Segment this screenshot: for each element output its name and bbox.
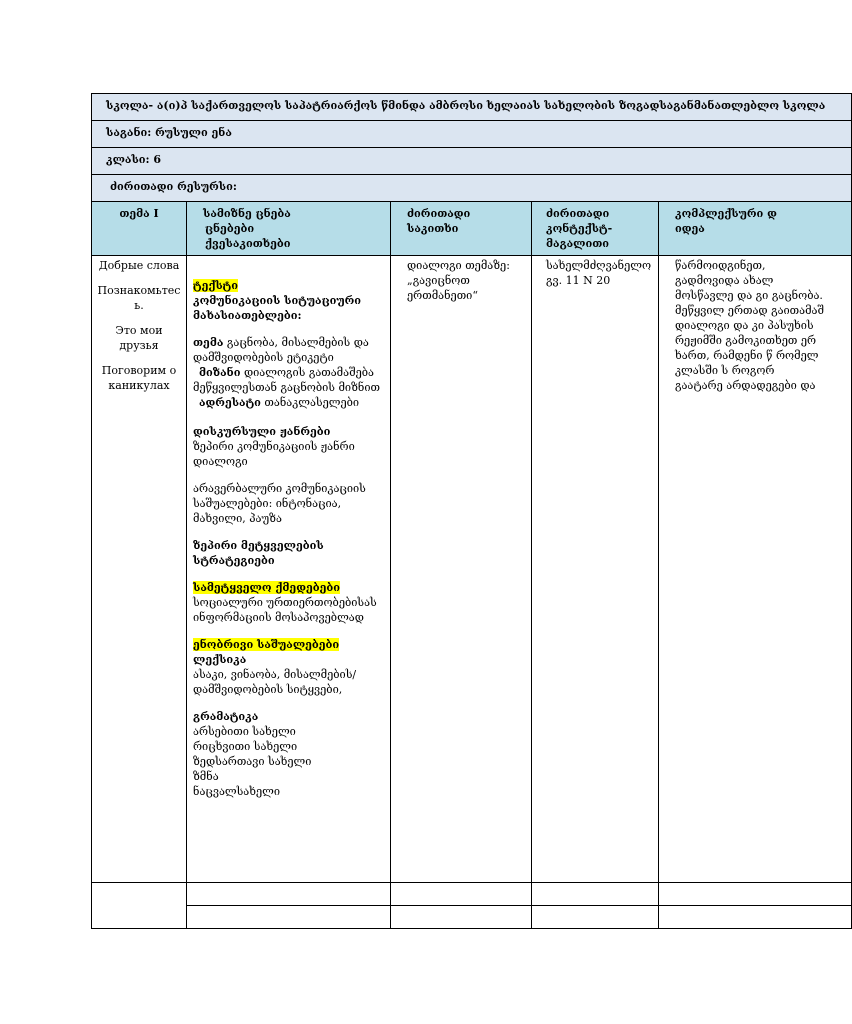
empty-row xyxy=(92,906,852,929)
strategies-title: ზეპირი მეტყველების სტრატეგიები xyxy=(193,539,324,567)
theme-item: Познакомьтесь. xyxy=(97,284,181,312)
theme-text: გაცნობა, მისალმების და დამშვიდობების ეტიკეტი xyxy=(193,336,369,364)
goal-label: მიზანი xyxy=(199,366,241,379)
genres-title: დისკურსული ჟანრები xyxy=(193,425,331,438)
main-question-text: დიალოგი თემაზე: „გავიცნოთ ერთმანეთი“ xyxy=(407,259,510,302)
header-concepts-line1: სამიზნე ცნება xyxy=(203,207,291,220)
theme-item: Поговорим о каникулах xyxy=(101,364,177,392)
context-cell xyxy=(532,256,659,883)
header-complex-line1: კომპლექსური დ xyxy=(675,207,777,220)
nonverbal-text: არავერბალური კომუნიკაციის საშუალებები: ინტონაცია, მახვილი, პაუზა xyxy=(193,482,366,525)
theme-item: Это мои друзья xyxy=(115,324,163,352)
grammar-item: არსებითი სახელი xyxy=(193,725,296,738)
content-cell xyxy=(187,256,391,883)
header-context-line1: ძირითადი xyxy=(546,207,610,220)
lexicon-title: ლექსიკა xyxy=(193,653,247,666)
theme-item: Добрые слова xyxy=(98,259,180,272)
header-complex-line2: იდეა xyxy=(675,222,705,235)
addressee-label: ადრესატი xyxy=(199,396,261,409)
header-concepts-line2: ცნებები xyxy=(205,222,255,235)
goal-text: დიალოგის გათამაშება მეწყვილესთან გაცნობის მიზნით xyxy=(193,366,380,394)
header-main-question xyxy=(391,202,532,256)
genres-text: ზეპირი კომუნიკაციის ჟანრი დიალოგი xyxy=(193,440,355,468)
school-name: სკოლა- ა(ი)პ საქართველოს საპატრიარქოს წმინდა ამბროსი ხელაიას სახელობის ზოგადსაგანმანათლებლო სკოლა xyxy=(92,94,852,121)
header-context-line2: კონტექსტ- xyxy=(546,222,613,235)
grammar-item: ზმნა xyxy=(193,770,219,783)
complex-cell xyxy=(659,256,852,883)
grammar-title: გრამატიკა xyxy=(193,710,259,723)
addressee-text: თანაკლასელები xyxy=(260,396,360,409)
header-context xyxy=(532,202,659,256)
header-main-question-label: ძირითადი საკითხი xyxy=(407,207,471,235)
themes-cell xyxy=(92,256,187,883)
grade-row: კლასი: 6 xyxy=(92,148,852,175)
header-theme-label: თემა I xyxy=(119,207,159,220)
theme-label: თემა xyxy=(193,336,224,349)
functions-text: სოციალური ურთიერთობებისას ინფორმაციის მოსაპოვებლად xyxy=(193,596,377,624)
curriculum-table xyxy=(91,93,852,929)
header-theme xyxy=(92,202,187,256)
situation-title: კომუნიკაციის სიტუაციური მახასიათებლები: xyxy=(193,294,362,322)
functions-title: სამეტყველო ქმედებები xyxy=(193,581,340,594)
main-question-cell xyxy=(391,256,532,883)
grammar-item: რიცხვითი სახელი xyxy=(193,740,298,753)
text-label: ტექსტი xyxy=(193,279,239,292)
empty-row xyxy=(92,883,852,906)
header-concepts xyxy=(187,202,391,256)
resource-row: ძირითადი რესურსი: xyxy=(92,175,852,202)
subject-row: საგანი: რუსული ენა xyxy=(92,121,852,148)
lexicon-text: ასაკი, ვინაობა, მისალმების/დამშვიდობების სიტყვები, xyxy=(193,668,357,696)
complex-text: წარმოიდგინეთ, გადმოვიდა ახალ მოსწავლე და გი გაცნობა. მეწყვილ ერთად გაითამაშ დიალოგი და კი პასუხის რეჟიმში გამოკითხეთ ერ ხართ, რამდენი წ რომელ კლასში ს როგორ გაატარე არდადეგები და xyxy=(675,259,825,392)
context-text: სახელმძღვანელო გვ. 11 N 20 xyxy=(546,259,652,287)
header-complex xyxy=(659,202,852,256)
language-title: ენობრივი საშუალებები xyxy=(193,638,340,651)
grammar-item: ნაცვალსახელი xyxy=(193,785,281,798)
document-page xyxy=(91,93,826,914)
grammar-item: ზედსართავი სახელი xyxy=(193,755,312,768)
header-concepts-line3: ქვესაკითხები xyxy=(205,237,291,250)
header-context-line3: მაგალითი xyxy=(546,237,610,250)
